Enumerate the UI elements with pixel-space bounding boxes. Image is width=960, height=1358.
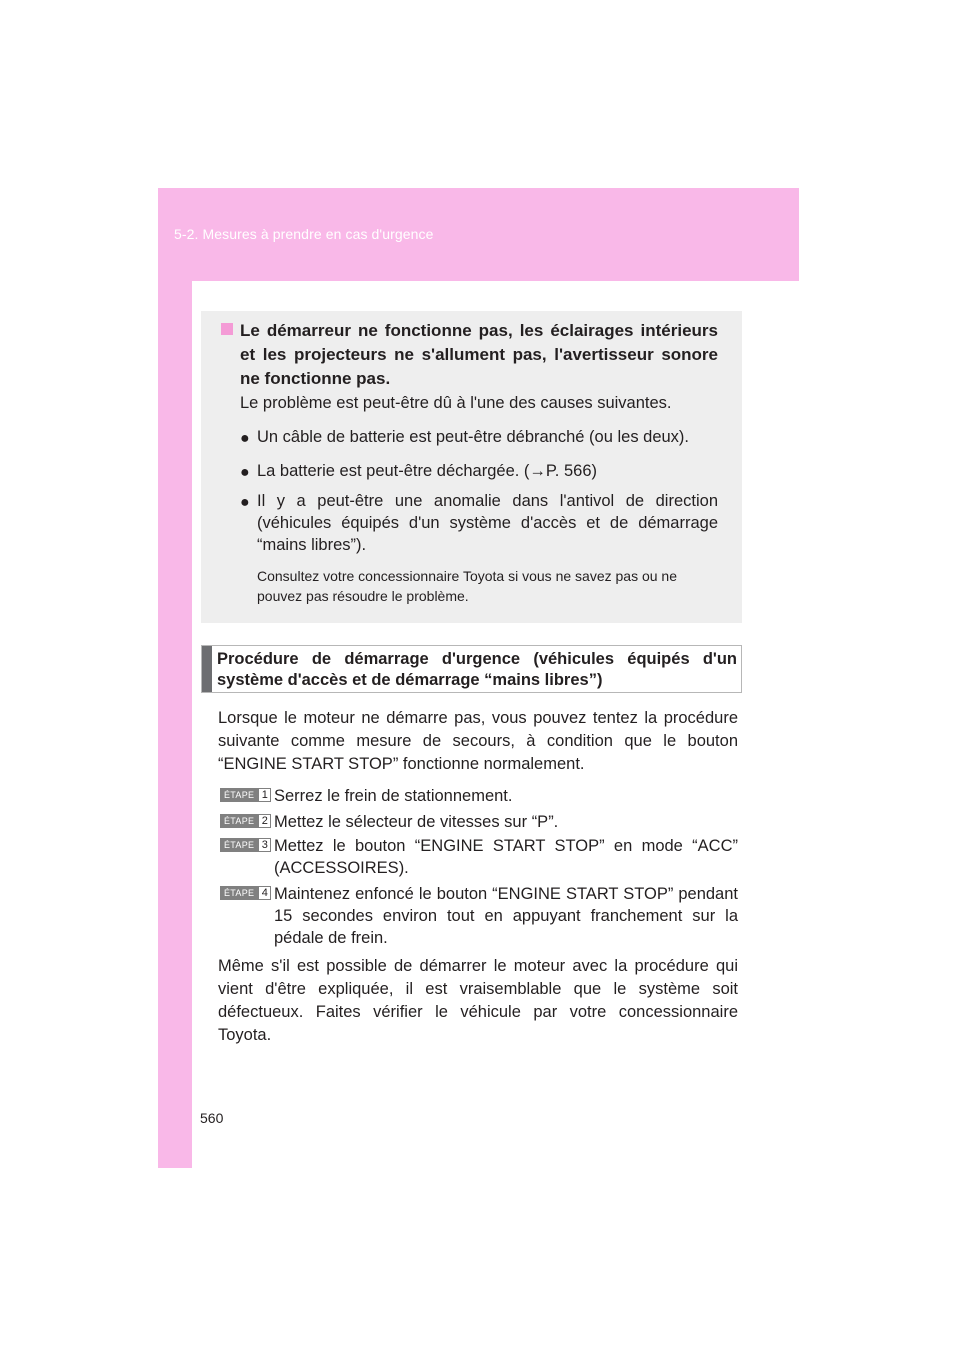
cause-item — [240, 490, 718, 556]
step-item — [220, 785, 738, 807]
info-intro: Le problème est peut-être dû à l'une des causes suivantes. — [240, 394, 672, 412]
step-item — [220, 835, 738, 879]
cause-item — [240, 426, 718, 448]
step-badge: ÉTAPE 2 — [220, 814, 271, 828]
step-item — [220, 811, 738, 833]
side-strip — [158, 188, 192, 1168]
step-item — [220, 883, 738, 949]
cause-text: La batterie est peut-être déchargée. (→P. 566) — [257, 462, 597, 480]
step-badge: ÉTAPE 4 — [220, 886, 271, 900]
section-intro: Lorsque le moteur ne démarre pas, vous pouvez tentez la procédure suivante comme mesure de secours, à condition que le bouton “ENGINE START STOP” fonctionne normalement. — [218, 709, 738, 773]
page-number: 560 — [200, 1110, 224, 1126]
step-text: Mettez le sélecteur de vitesses sur “P”. — [274, 813, 559, 831]
section-heading-box — [201, 645, 742, 693]
step-text: Maintenez enfoncé le bouton “ENGINE START STOP” pendant 15 secondes environ tout en appuyant franchement sur la pédale de frein. — [274, 885, 738, 947]
cause-item — [240, 460, 718, 482]
bullet-dot-icon: ● — [240, 494, 250, 511]
bullet-dot-icon: ● — [240, 464, 250, 481]
cause-text: Un câble de batterie est peut-être débranché (ou les deux). — [257, 428, 690, 446]
section-title: Procédure de démarrage d'urgence (véhicules équipés d'un système d'accès et de démarrage “mains libres”) — [217, 650, 737, 689]
step-text: Serrez le frein de stationnement. — [274, 787, 513, 805]
step-text: Mettez le bouton “ENGINE START STOP” en mode “ACC” (ACCESSOIRES). — [274, 837, 738, 877]
square-bullet-icon — [221, 323, 233, 335]
step-badge: ÉTAPE 3 — [220, 838, 271, 852]
info-note: Consultez votre concessionnaire Toyota si vous ne savez pas ou ne pouvez pas résoudre le problème. — [257, 568, 677, 604]
bullet-dot-icon: ● — [240, 430, 250, 447]
step-badge: ÉTAPE 1 — [220, 788, 271, 802]
section-conclusion: Même s'il est possible de démarrer le moteur avec la procédure qui vient d'être expliquée, il est vraisemblable que le système soit défectueux. Faites vérifier le véhicule par votre concessionnaire Toyota. — [218, 957, 738, 1044]
info-heading: Le démarreur ne fonctionne pas, les éclairages intérieurs et les projecteurs ne s'allument pas, l'avertisseur sonore ne fonctionne pas. — [240, 321, 718, 388]
section-breadcrumb: 5-2. Mesures à prendre en cas d'urgence — [174, 226, 434, 242]
cause-text: Il y a peut-être une anomalie dans l'antivol de direction (véhicules équipés d'un système d'accès et de démarrage “mains libres”). — [257, 492, 718, 554]
section-heading-bar — [202, 646, 212, 692]
